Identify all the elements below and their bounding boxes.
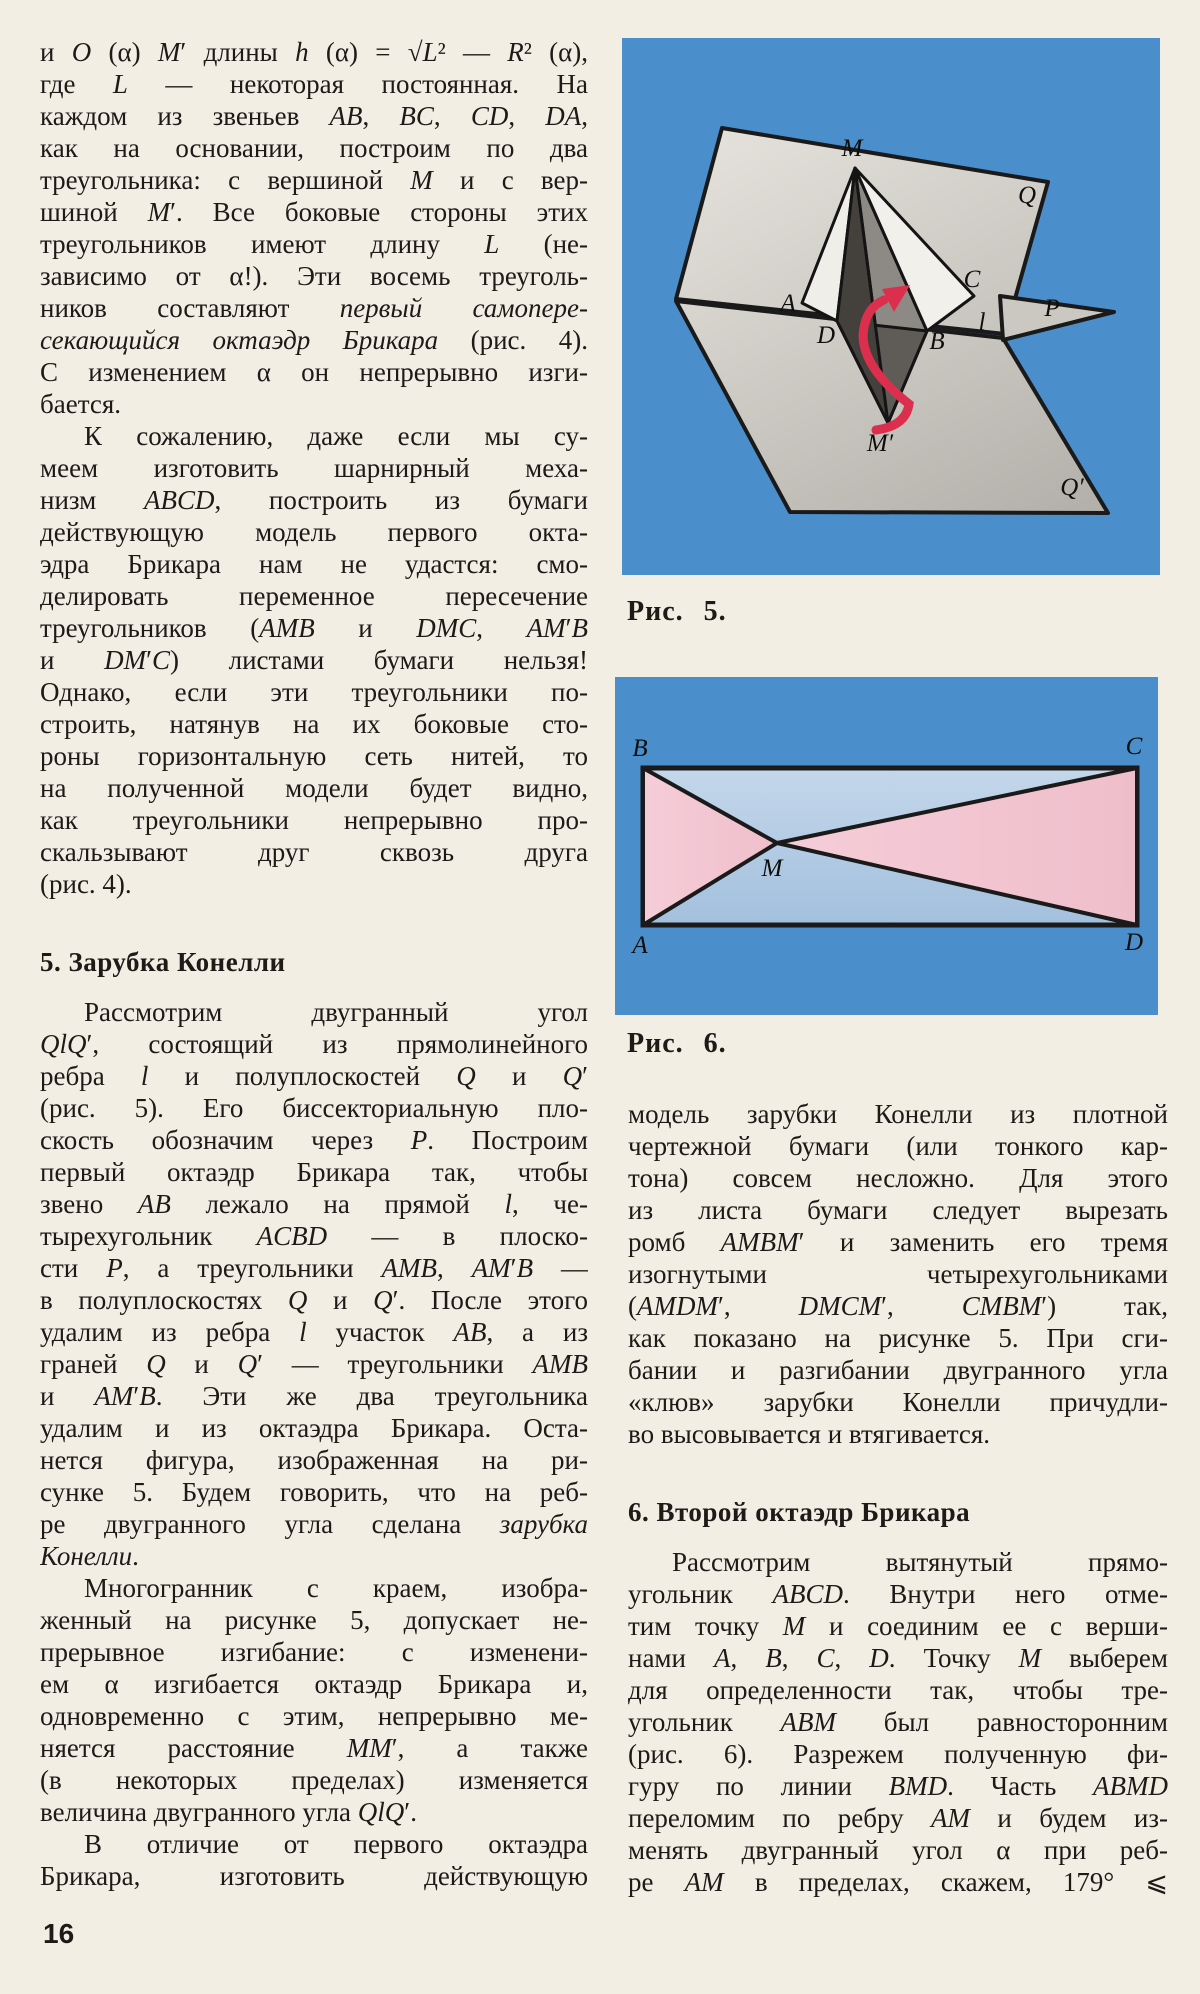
text-line: прерывное изгибание: с изменени- [40, 1637, 588, 1667]
text-line: угольник ABM был равносторонним [628, 1707, 1168, 1737]
text-line: тырехугольник ACBD — в плоско- [40, 1221, 588, 1251]
text-line: граней Q и Q′ — треугольники AMB [40, 1349, 588, 1379]
section-heading: 6. Второй октаэдр Брикара [628, 1497, 971, 1527]
text-line: каждом из звеньев AB, BC, CD, DA, [40, 101, 588, 131]
text-line: и O (α) M′ длины h (α) = √L² — R² (α), [40, 36, 588, 68]
text-line: ребра l и полуплоскостей Q и Q′ [40, 1061, 588, 1091]
text-line: для определенности так, чтобы тре- [628, 1675, 1168, 1705]
text-line: чертежной бумаги (или тонкого кар- [628, 1131, 1168, 1161]
text-line: нами A, B, C, D. Точку M выберем [628, 1643, 1168, 1673]
text-line: переломим по ребру AM и будем из- [628, 1803, 1168, 1833]
text-line: женный на рисунке 5, допускает не- [40, 1605, 588, 1635]
text-line: как показано на рисунке 5. При сги- [628, 1323, 1168, 1353]
text-line: бании и разгибании двугранного угла [628, 1355, 1168, 1385]
figure-6-caption: Рис. 6. [627, 1028, 727, 1059]
text-line: меем изготовить шарнирный меха- [40, 453, 588, 483]
text-line: треугольников (AMB и DMC, AM′B [40, 613, 588, 643]
vertex-label-b: B [929, 328, 945, 355]
plane-label-q-prime: Q′ [1060, 474, 1084, 501]
text-line: звено AB лежало на прямой l, че- [40, 1189, 588, 1219]
text-line: няется расстояние MM′, а также [40, 1733, 588, 1763]
text-line: низм ABCD, построить из бумаги [40, 485, 588, 515]
text-line: во высовывается и втягивается. [628, 1419, 991, 1449]
page-number: 16 [43, 1918, 75, 1949]
text-line: менять двугранный угол α при реб- [628, 1835, 1168, 1865]
text-line: зависимо от α!). Эти восемь треуголь- [40, 261, 588, 291]
plane-label-p: P [1044, 295, 1060, 322]
text-line: сти P, а треугольники AMB, AM′B — [40, 1253, 588, 1283]
figure-5 [622, 38, 1160, 575]
vertex-label-m: M [841, 135, 863, 162]
text-line: (рис. 5). Его биссекториальную пло- [40, 1093, 588, 1123]
text-line: (рис. 6). Разрежем полученную фи- [628, 1739, 1168, 1769]
text-line: и AM′B. Эти же два треугольника [40, 1381, 588, 1411]
section-heading: 5. Зарубка Конелли [40, 947, 286, 977]
right-column [628, 1098, 1168, 1898]
vertex-label-a: A [632, 932, 648, 959]
paragraph [40, 420, 588, 900]
text-line: эдра Брикара нам не удастся: смо- [40, 549, 588, 579]
text-line: треугольника: с вершиной M и с вер- [40, 165, 588, 195]
text-line: С изменением α он непрерывно изги- [40, 357, 588, 387]
text-line: одновременно с этим, непрерывно ме- [40, 1701, 588, 1731]
text-line: (рис. 4). [40, 869, 132, 899]
paragraph [628, 1098, 1168, 1450]
vertex-label-c: C [963, 266, 981, 293]
text-line: тим точку M и соединим ее с верши- [628, 1611, 1168, 1641]
text-line: угольник ABCD. Внутри него отме- [628, 1579, 1168, 1609]
left-column [40, 36, 588, 1892]
text-line: Рассмотрим вытянутый прямо- [672, 1547, 1168, 1577]
text-line: в полуплоскостях Q и Q′. После этого [40, 1285, 588, 1315]
text-line: В отличие от первого октаэдра [84, 1829, 588, 1859]
paragraph [40, 1828, 588, 1892]
paragraph [628, 1546, 1168, 1898]
vertex-label-d: D [1124, 929, 1144, 956]
text-line: треугольников имеют длину L (не- [40, 229, 588, 259]
text-line: «клюв» зарубки Конелли причудли- [628, 1387, 1168, 1417]
text-line: гуру по линии BMD. Часть ABMD [628, 1771, 1168, 1801]
text-line: ем α изгибается октаэдр Брикара и, [40, 1669, 588, 1699]
paragraph [40, 36, 588, 420]
text-line: действующую модель первого окта- [40, 517, 588, 547]
text-line: нется фигура, изображенная на ри- [40, 1445, 588, 1475]
text-line: шиной M′. Все боковые стороны этих [40, 197, 588, 227]
text-line: изогнутыми четырехугольниками [628, 1259, 1168, 1289]
text-line: удалим и из октаэдра Брикара. Оста- [40, 1413, 588, 1443]
text-line: QlQ′, состоящий из прямолинейного [40, 1029, 588, 1059]
text-line: роны горизонтальную сеть нитей, то [40, 741, 588, 771]
text-line: скальзывают друг сквозь друга [40, 837, 588, 867]
vertex-label-c: C [1125, 733, 1143, 760]
text-line: удалим из ребра l участок AB, а из [40, 1317, 588, 1347]
vertex-label-a: A [780, 290, 796, 317]
paragraph [40, 996, 588, 1572]
text-line: делировать переменное пересечение [40, 581, 588, 611]
text-line: величина двугранного угла QlQ′. [40, 1797, 417, 1827]
text-line: Конелли. [40, 1541, 139, 1571]
text-line: скость обозначим через P. Построим [40, 1125, 588, 1155]
text-line: ре AM в пределах, скажем, 179° ⩽ [628, 1867, 1168, 1897]
vertex-label-b: B [632, 735, 648, 762]
text-line: где L — некоторая постоянная. На [40, 69, 588, 99]
text-line: ре двугранного угла сделана зарубка [40, 1509, 588, 1539]
text-line: как треугольники непрерывно про- [40, 805, 588, 835]
text-line: из листа бумаги следует вырезать [628, 1195, 1168, 1225]
text-line: бается. [40, 389, 121, 419]
text-line: Брикара, изготовить действующую [40, 1861, 588, 1891]
text-line: секающийся октаэдр Брикара (рис. 4). [40, 325, 588, 355]
plane-label-q: Q [1017, 182, 1037, 209]
text-line: (в некоторых пределах) изменяется [40, 1765, 588, 1795]
edge-label-l: l [978, 309, 986, 336]
text-line: К сожалению, даже если мы су- [84, 421, 588, 451]
text-line: на полученной модели будет видно, [40, 773, 588, 803]
text-line: как на основании, построим по два [40, 133, 588, 163]
text-line: ников составляют первый самопере- [40, 293, 588, 323]
text-line: Рассмотрим двугранный угол [84, 997, 588, 1027]
text-line: Многогранник с краем, изобра- [84, 1573, 588, 1603]
text-line: и DM′C) листами бумаги нельзя! [40, 645, 588, 675]
text-line: модель зарубки Конелли из плотной [628, 1099, 1168, 1129]
text-line: тона) совсем несложно. Для этого [628, 1163, 1168, 1193]
paragraph [40, 1572, 588, 1828]
text-line: сунке 5. Будем говорить, что на реб- [40, 1477, 588, 1507]
point-label-m: M [761, 855, 783, 882]
figure-6 [615, 677, 1158, 1015]
text-line: Однако, если эти треугольники по- [40, 677, 588, 707]
vertex-label-m-prime: M′ [866, 430, 894, 457]
text-line: ромб AMBM′ и заменить его тремя [628, 1227, 1168, 1257]
text-line: первый октаэдр Брикара так, чтобы [40, 1157, 588, 1187]
text-line: (AMDM′, DMCM′, CMBM′) так, [628, 1291, 1168, 1321]
vertex-label-d: D [816, 322, 836, 349]
text-line: строить, натянув на их боковые сто- [40, 709, 588, 739]
figure-5-caption: Рис. 5. [627, 596, 727, 627]
